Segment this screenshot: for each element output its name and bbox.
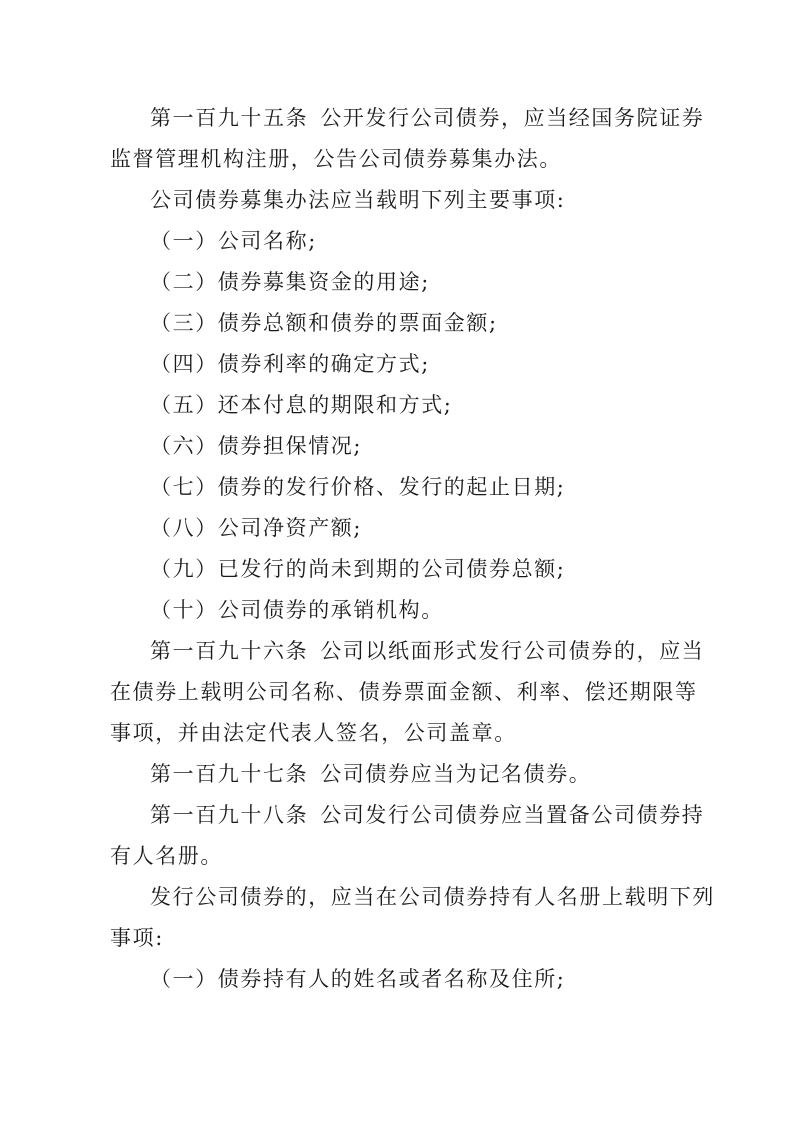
list-item: （八）公司净资产额; xyxy=(150,516,363,540)
article-195-intro: 公司债券募集办法应当载明下列主要事项: xyxy=(150,188,566,212)
article-198-paragraph-2-line-2: 事项: xyxy=(110,926,164,950)
article-198-paragraph-2-line-1: 发行公司债券的，应当在公司债券持有人名册上载明下列 xyxy=(150,885,715,909)
list-item: （九）已发行的尚未到期的公司债券总额; xyxy=(150,557,566,581)
list-item: （二）债券募集资金的用途; xyxy=(150,270,430,294)
article-196-line-3: 事项，并由法定代表人签名，公司盖章。 xyxy=(110,721,517,745)
article-198-line-2: 有人名册。 xyxy=(110,844,223,868)
article-text: 公司债券应当为记名债券。 xyxy=(320,762,592,786)
list-item: （五）还本付息的期限和方式; xyxy=(150,393,453,417)
article-195-line-1 xyxy=(110,98,705,139)
list-item: （一）公司名称; xyxy=(150,229,317,253)
article-196-line-1 xyxy=(110,631,705,672)
list-item: （七）债券的发行价格、发行的起止日期; xyxy=(150,475,566,499)
list-item: （十）公司债券的承销机构。 xyxy=(150,598,444,622)
article-number: 第一百九十六条 xyxy=(150,639,309,663)
article-text: 公开发行公司债券，应当经国务院证券 xyxy=(320,106,705,130)
article-text: 公司以纸面形式发行公司债券的，应当 xyxy=(320,639,705,663)
list-item: （三）债券总额和债券的票面金额; xyxy=(150,311,498,335)
article-number: 第一百九十七条 xyxy=(150,762,309,786)
list-item: （六）债券担保情况; xyxy=(150,434,363,458)
article-text: 公司发行公司债券应当置备公司债券持 xyxy=(320,803,705,827)
article-number: 第一百九十八条 xyxy=(150,803,309,827)
article-195-line-2: 监督管理机构注册，公告公司债券募集办法。 xyxy=(110,147,562,171)
list-item: （一）债券持有人的姓名或者名称及住所; xyxy=(150,967,566,991)
article-196-line-2: 在债券上载明公司名称、债券票面金额、利率、偿还期限等 xyxy=(110,680,698,704)
article-number: 第一百九十五条 xyxy=(150,106,309,130)
article-197-line-1 xyxy=(110,754,690,795)
document-body xyxy=(110,98,715,1000)
article-198-line-1 xyxy=(110,795,705,836)
list-item: （四）债券利率的确定方式; xyxy=(150,352,430,376)
